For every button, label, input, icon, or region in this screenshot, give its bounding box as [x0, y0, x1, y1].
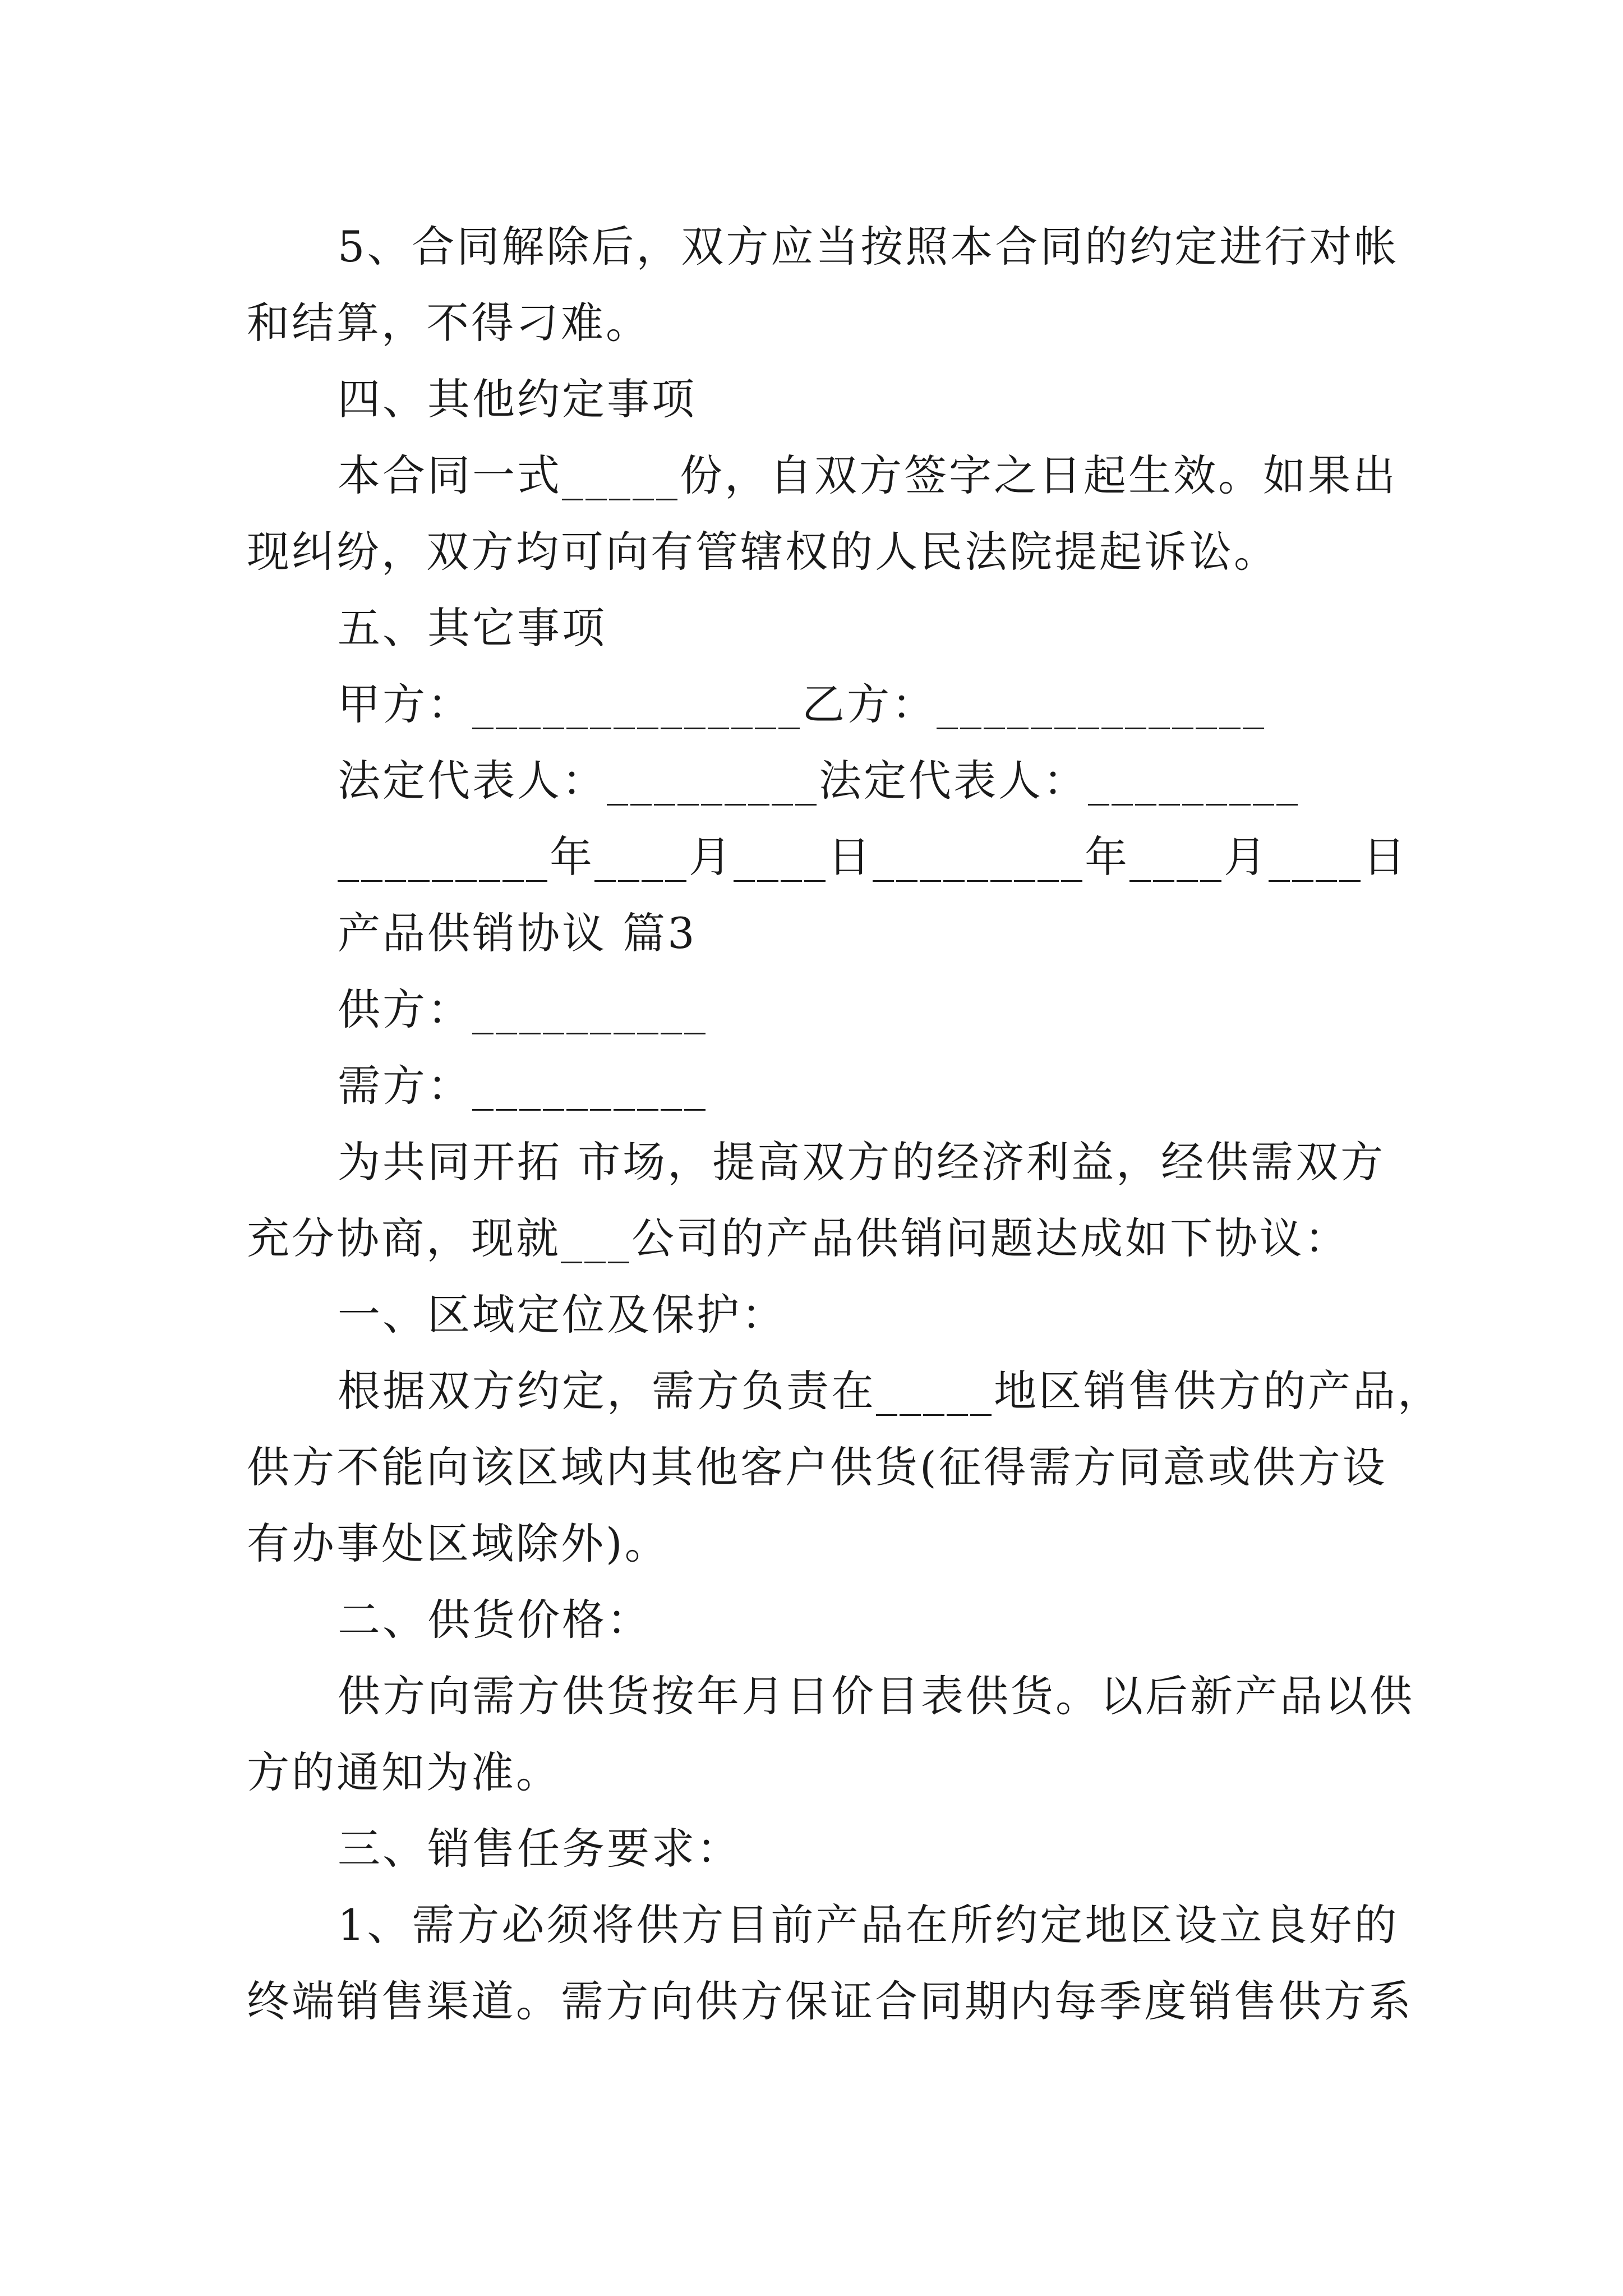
- document-title: 产品供销协议 篇3: [338, 908, 697, 958]
- text-line: 有办事处区域除外)。: [247, 1519, 670, 1568]
- signature-representative-line: 法定代表人：_________法定代表人：_________: [338, 756, 1300, 806]
- section-heading: 二、供货价格：: [338, 1595, 652, 1645]
- text-line: 为共同开拓 市场，提高双方的经济利益，经供需双方: [338, 1137, 1386, 1187]
- text-line: 1、需方必须将供方目前产品在所约定地区设立良好的: [338, 1900, 1399, 1950]
- text-line: 方的通知为准。: [247, 1747, 561, 1797]
- text-line: 根据双方约定，需方负责在_____地区销售供方的产品，: [338, 1366, 1442, 1416]
- buyer-line: 需方：__________: [338, 1061, 708, 1111]
- text-line: 5、合同解除后，双方应当按照本合同的约定进行对帐: [338, 222, 1399, 272]
- document-body: [247, 209, 1442, 2040]
- text-line: 供方向需方供货按年月日价目表供货。以后新产品以供: [338, 1671, 1414, 1721]
- text-line: 和结算，不得刁难。: [247, 298, 651, 348]
- section-heading: 五、其它事项: [338, 603, 607, 653]
- section-heading: 一、区域定位及保护：: [338, 1290, 786, 1340]
- section-heading: 三、销售任务要求：: [338, 1824, 741, 1874]
- text-line: 充分协商，现就___公司的产品供销问题达成如下协议：: [247, 1213, 1349, 1263]
- text-line: 本合同一式_____份，自双方签字之日起生效。如果出: [338, 450, 1398, 500]
- signature-date-line: _________年____月____日_________年____月____日: [338, 832, 1408, 882]
- text-line: 终端销售渠道。需方向供方保证合同期内每季度销售供方系: [247, 1976, 1413, 2026]
- signature-party-line: 甲方：______________乙方：______________: [338, 679, 1266, 729]
- text-line: 供方不能向该区域内其他客户供货(征得需方同意或供方设: [247, 1442, 1387, 1492]
- section-heading: 四、其他约定事项: [338, 374, 697, 424]
- supplier-line: 供方：__________: [338, 984, 708, 1034]
- text-line: 现纠纷，双方均可向有管辖权的人民法院提起诉讼。: [247, 527, 1279, 577]
